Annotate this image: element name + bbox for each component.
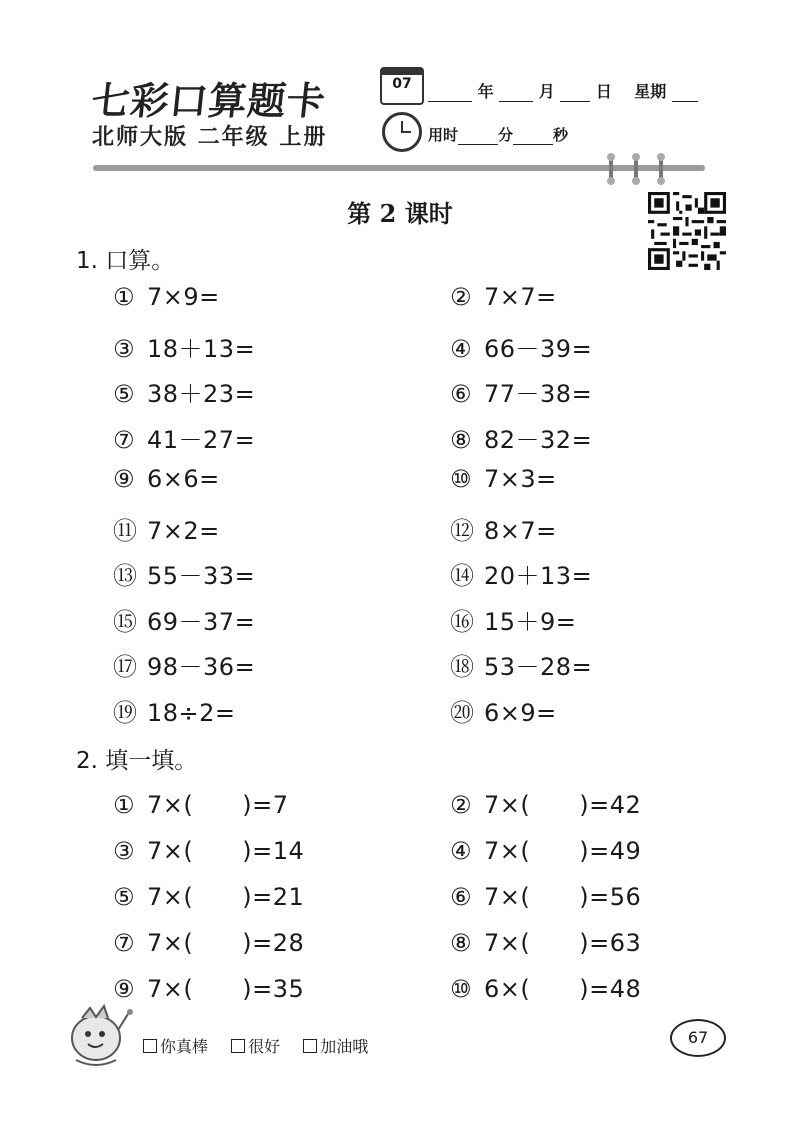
problem-expression: 53－28= <box>484 653 593 681</box>
problem-number: ⑧ <box>450 929 473 957</box>
problem-number: ① <box>113 791 136 819</box>
problem-item <box>450 602 576 637</box>
problem-expression: 7×( )=35 <box>147 975 305 1003</box>
problem-number: ⑰ <box>113 653 138 681</box>
problem-item <box>450 969 641 1004</box>
calendar-icon <box>380 67 424 105</box>
problem-expression: 38＋23= <box>147 380 256 408</box>
problem-expression: 7×( )=28 <box>147 929 305 957</box>
problem-expression: 69－37= <box>147 607 256 636</box>
problem-expression: 7×( )=42 <box>484 791 642 819</box>
rating-label: 你真棒 <box>160 1037 209 1056</box>
rating-options <box>143 1034 386 1057</box>
problem-expression: 7×( )=49 <box>484 837 642 865</box>
rating-label: 加油哦 <box>320 1037 369 1056</box>
section-1-title: 1. 口算。 <box>76 248 175 274</box>
problem-item <box>450 831 641 866</box>
month-label: 月 <box>538 82 555 101</box>
problem-item <box>450 420 592 455</box>
problem-item <box>113 785 288 820</box>
qr-code <box>648 192 726 270</box>
rating-option[interactable] <box>231 1037 280 1056</box>
problem-number: ⑱ <box>450 653 475 681</box>
problem-item <box>450 693 557 728</box>
problem-number: ① <box>113 283 136 311</box>
problem-item <box>113 556 255 591</box>
problem-number: ⑳ <box>450 698 475 727</box>
rating-option[interactable] <box>143 1037 208 1056</box>
problem-expression: 77－38= <box>484 380 593 408</box>
problem-expression: 8×7= <box>484 516 557 545</box>
problem-item <box>113 602 255 637</box>
year-blank[interactable] <box>428 85 472 102</box>
problem-item <box>450 374 592 409</box>
problem-expression: 18＋13= <box>147 334 256 363</box>
problem-expression: 82－32= <box>484 425 593 454</box>
problem-number: ④ <box>450 837 473 865</box>
checkbox[interactable] <box>231 1039 245 1053</box>
day-label: 日 <box>595 82 612 101</box>
problem-item <box>450 785 641 820</box>
problem-item <box>450 511 557 546</box>
used-time-label: 用时 <box>428 126 459 144</box>
problem-item <box>113 877 304 912</box>
lesson-title: 第 2 课时 <box>347 199 453 228</box>
problem-number: ⑦ <box>113 425 136 454</box>
problem-number: ⑦ <box>113 929 136 957</box>
problem-number: ③ <box>113 334 136 363</box>
problem-item <box>113 923 304 958</box>
problem-expression: 7×( )=21 <box>147 883 305 911</box>
problem-item <box>113 329 255 364</box>
problem-number: ⑧ <box>450 425 473 454</box>
binder-pin <box>659 157 663 181</box>
section-2-title: 2. 填一填。 <box>76 748 198 774</box>
rating-label: 很好 <box>248 1037 281 1056</box>
problem-expression: 7×2= <box>147 516 220 545</box>
problem-number: ⑫ <box>450 516 475 545</box>
problem-expression: 41－27= <box>147 425 256 454</box>
month-blank[interactable] <box>499 85 533 102</box>
problem-number: ⑩ <box>450 465 473 493</box>
problem-expression: 7×7= <box>484 283 557 311</box>
problem-expression: 7×( )=14 <box>147 837 305 865</box>
binder-pin <box>609 157 613 181</box>
binder-pin <box>634 157 638 181</box>
problem-item <box>450 877 641 912</box>
problem-number: ② <box>450 283 473 311</box>
problem-item <box>450 923 641 958</box>
problem-number: ⑤ <box>113 883 136 911</box>
problem-number: ③ <box>113 837 136 865</box>
problem-number: ⑭ <box>450 562 475 590</box>
problem-item <box>450 647 592 682</box>
problem-expression: 6×9= <box>484 698 557 727</box>
time-line <box>428 124 568 145</box>
problem-item <box>113 511 220 546</box>
date-line <box>428 79 698 102</box>
problem-expression: 7×( )=7 <box>147 791 289 819</box>
minutes-label: 分 <box>498 126 514 144</box>
mascot-illustration <box>62 1000 138 1072</box>
problem-item <box>450 556 592 591</box>
problem-number: ⑮ <box>113 607 138 636</box>
problem-number: ② <box>450 791 473 819</box>
problem-expression: 7×9= <box>147 283 220 311</box>
seconds-label: 秒 <box>553 126 569 144</box>
header-divider <box>93 165 705 171</box>
page-number: 67 <box>670 1019 726 1057</box>
checkbox[interactable] <box>303 1039 317 1053</box>
problem-number: ⑲ <box>113 698 138 727</box>
problem-item <box>113 693 236 728</box>
clock-icon <box>382 112 422 152</box>
problem-number: ④ <box>450 334 473 363</box>
problem-item <box>113 374 255 409</box>
weekday-blank[interactable] <box>672 85 698 102</box>
rating-option[interactable] <box>303 1037 368 1056</box>
problem-expression: 20＋13= <box>484 562 593 590</box>
day-blank[interactable] <box>560 85 590 102</box>
problem-expression: 66－39= <box>484 334 593 363</box>
problem-item <box>113 465 220 493</box>
edition-label: 北师大版 二年级 上册 <box>92 125 328 150</box>
problem-item <box>450 465 557 493</box>
problem-expression: 7×3= <box>484 465 557 493</box>
problem-number: ⑨ <box>113 975 136 1003</box>
problem-expression: 55－33= <box>147 562 256 590</box>
problem-expression: 7×( )=56 <box>484 883 642 911</box>
problem-number: ⑥ <box>450 883 473 911</box>
seconds-blank[interactable] <box>513 128 553 145</box>
problem-expression: 98－36= <box>147 653 256 681</box>
problem-number: ⑩ <box>450 975 473 1003</box>
problem-expression: 7×( )=63 <box>484 929 642 957</box>
problem-number: ⑨ <box>113 465 136 493</box>
problem-number: ⑬ <box>113 562 138 590</box>
weekday-label: 星期 <box>634 82 667 101</box>
problem-expression: 15＋9= <box>484 607 577 636</box>
calendar-number: 07 <box>392 76 412 92</box>
problem-item <box>113 831 304 866</box>
problem-expression: 6×( )=48 <box>484 975 642 1003</box>
brand-title: 七彩口算题卡 <box>89 78 329 123</box>
problem-item <box>450 329 592 364</box>
problem-item <box>113 969 304 1004</box>
checkbox[interactable] <box>143 1039 157 1053</box>
problem-number: ⑪ <box>113 516 138 545</box>
problem-expression: 6×6= <box>147 465 220 493</box>
problem-number: ⑥ <box>450 380 473 408</box>
year-label: 年 <box>477 82 494 101</box>
problem-item <box>113 420 255 455</box>
problem-item <box>113 647 255 682</box>
minutes-blank[interactable] <box>458 128 498 145</box>
problem-expression: 18÷2= <box>147 698 236 727</box>
problem-number: ⑤ <box>113 380 136 408</box>
problem-item <box>450 283 557 311</box>
problem-number: ⑯ <box>450 607 475 636</box>
problem-item <box>113 283 220 311</box>
